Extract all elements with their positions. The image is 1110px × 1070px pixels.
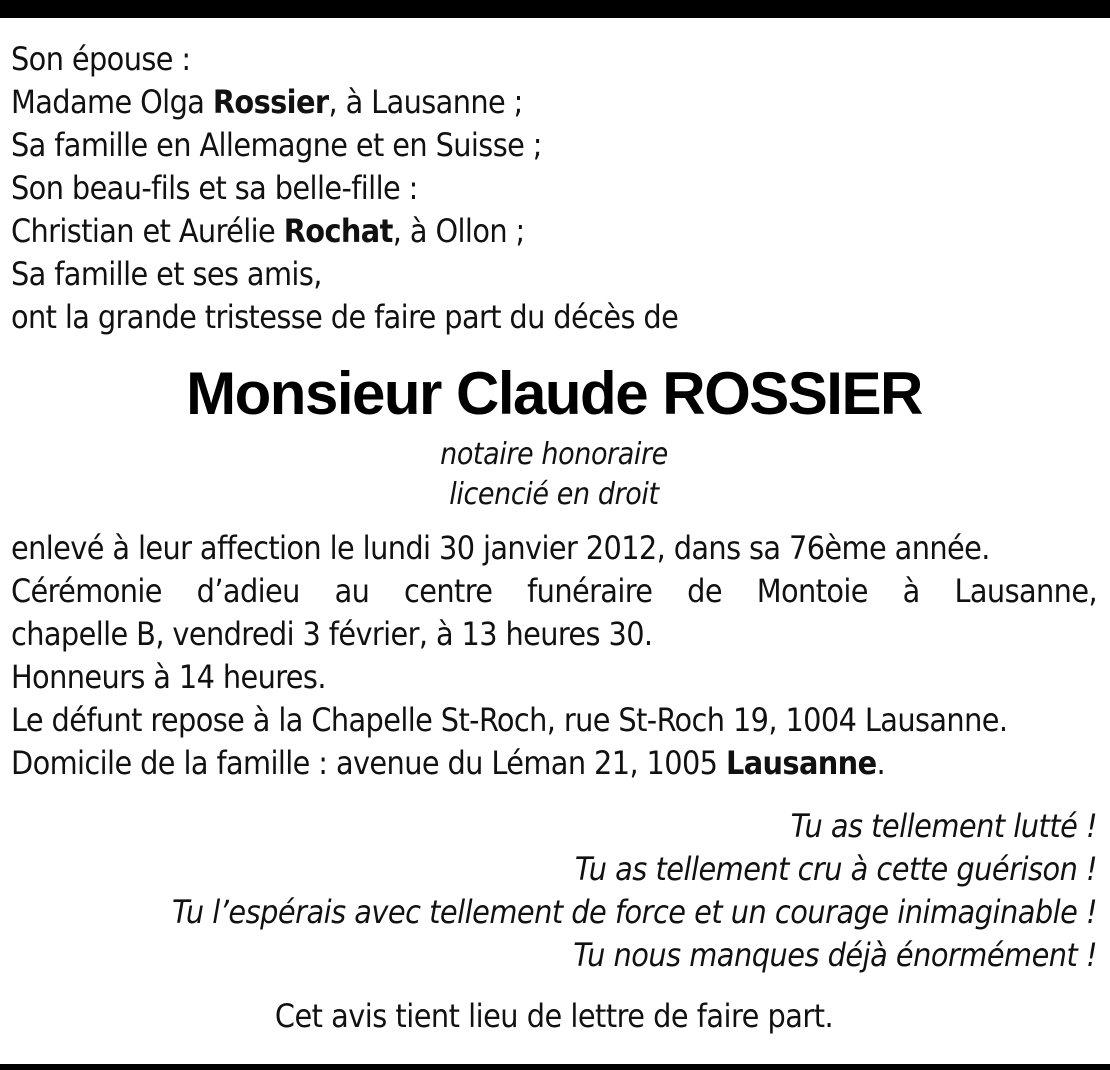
tribute-line-3: Tu l’espérais avec tellement de force et un courage inimaginable ! — [172, 893, 1097, 931]
announcement-line: ont la grande tristesse de faire part du décès de — [11, 298, 679, 336]
tribute-section — [11, 805, 1097, 977]
stepchildren-prefix: Christian et Aurélie — [11, 212, 284, 250]
stepchildren-surname: Rochat — [283, 212, 393, 250]
stepchildren-intro: Son beau-fils et sa belle-fille : — [11, 169, 418, 207]
domicile-prefix: Domicile de la famille : avenue du Léman 21, 1005 — [11, 744, 726, 782]
spouse-line — [11, 81, 1097, 124]
honors-line: Honneurs à 14 heures. — [11, 658, 326, 696]
tribute-line-1: Tu as tellement lutté ! — [790, 807, 1097, 845]
spouse-intro: Son épouse : — [11, 40, 191, 78]
domicile-suffix: . — [876, 744, 886, 782]
deceased-name: Monsieur Claude ROSSIER — [186, 360, 922, 427]
domicile-city: Lausanne — [725, 744, 877, 782]
stepchildren-suffix: , à Ollon ; — [392, 212, 525, 250]
stepchildren-line — [11, 210, 1097, 253]
deceased-title-1: notaire honoraire — [440, 437, 668, 472]
family-section — [11, 38, 1097, 339]
ceremony-line-2: chapelle B, vendredi 3 février, à 13 heures 30. — [11, 615, 653, 653]
family-line: Sa famille en Allemagne et en Suisse ; — [11, 126, 542, 164]
death-line: enlevé à leur affection le lundi 30 janvier 2012, dans sa 76ème année. — [11, 529, 990, 567]
spouse-prefix: Madame Olga — [11, 83, 213, 121]
spouse-suffix: , à Lausanne ; — [328, 83, 523, 121]
tribute-line-4: Tu nous manques déjà énormément ! — [573, 936, 1097, 974]
tribute-line-2: Tu as tellement cru à cette guérison ! — [574, 850, 1097, 888]
bottom-border-rule — [0, 1064, 1110, 1070]
friends-line: Sa famille et ses amis, — [11, 255, 322, 293]
details-section — [11, 527, 1097, 785]
ceremony-line-1: Cérémonie d’adieu au centre funéraire de Montoie à Lausanne, — [11, 572, 1097, 610]
footer-notice: Cet avis tient lieu de lettre de faire part. — [274, 997, 834, 1035]
domicile-line — [11, 742, 1097, 785]
spouse-surname: Rossier — [212, 83, 329, 121]
rests-line: Le défunt repose à la Chapelle St-Roch, rue St-Roch 19, 1004 Lausanne. — [11, 701, 1008, 739]
deceased-title-2: licencié en droit — [449, 477, 659, 512]
top-border-rule — [0, 0, 1110, 18]
obituary-notice — [11, 38, 1097, 1038]
